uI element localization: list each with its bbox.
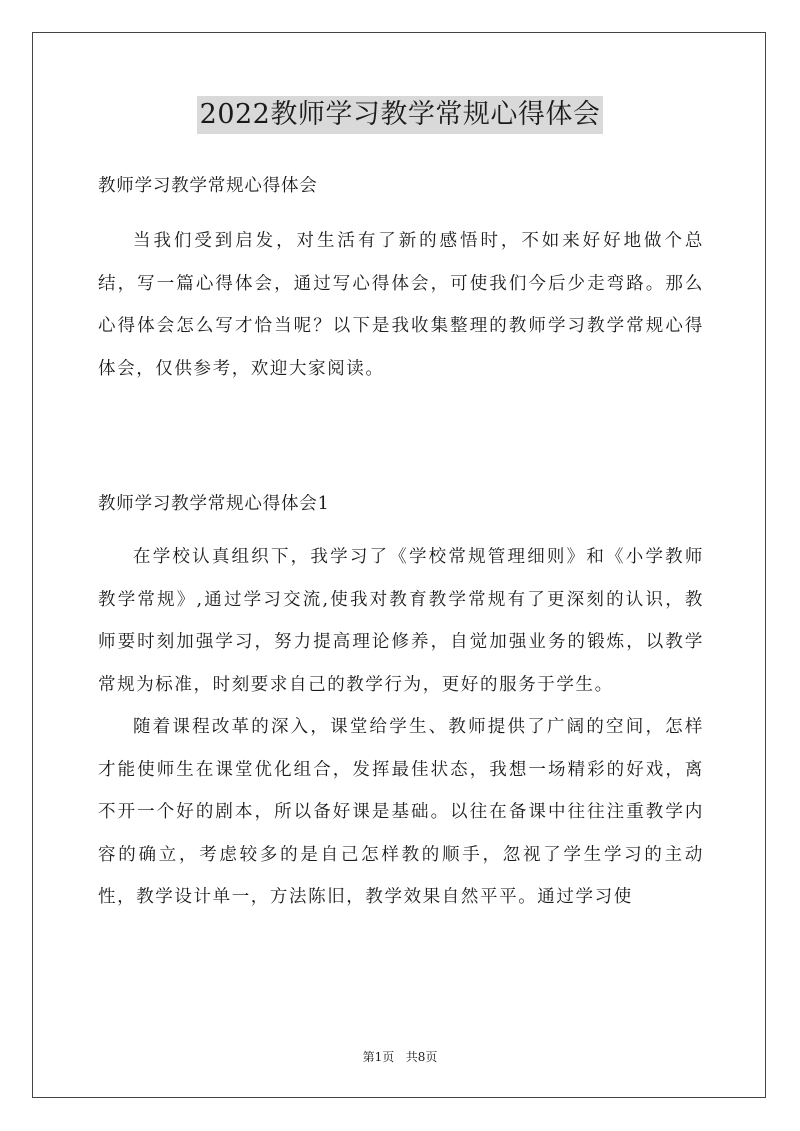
section-body <box>98 536 704 919</box>
page-footer: 第1页 共8页 <box>362 1050 438 1064</box>
title-container <box>0 96 800 134</box>
intro-paragraph: 当我们受到启发，对生活有了新的感悟时，不如来好好地做个总结，写一篇心得体会，通过写心得体会，可使我们今后少走弯路。那么心得体会怎么写才恰当呢？以下是我收集整理的教师学习教学常规心得体会，仅供参考，欢迎大家阅读。 <box>98 231 704 379</box>
document-title: 2022教师学习教学常规心得体会 <box>197 96 604 134</box>
section-heading: 教师学习教学常规心得体会1 <box>98 494 330 514</box>
body-paragraph-1: 在学校认真组织下，我学习了《学校常规管理细则》和《小学教师教学常规》,通过学习交流,使我对教育教学常规有了更深刻的认识，教师要时刻加强学习，努力提高理论修养，自觉加强业务的锻炼，以教学常规为标准，时刻要求自己的教学行为，更好的服务于学生。 <box>98 547 704 695</box>
intro-block <box>98 220 704 390</box>
body-paragraph-2: 随着课程改革的深入，课堂给学生、教师提供了广阔的空间，怎样才能使师生在课堂优化组合，发挥最佳状态，我想一场精彩的好戏，离不开一个好的剧本，所以备好课是基础。以往在备课中往往注重教学内容的确立，考虑较多的是自己怎样教的顺手，忽视了学生学习的主动性，教学设计单一，方法陈旧，教学效果自然平平。通过学习使 <box>98 717 704 907</box>
document-subtitle: 教师学习教学常规心得体会 <box>98 176 318 196</box>
